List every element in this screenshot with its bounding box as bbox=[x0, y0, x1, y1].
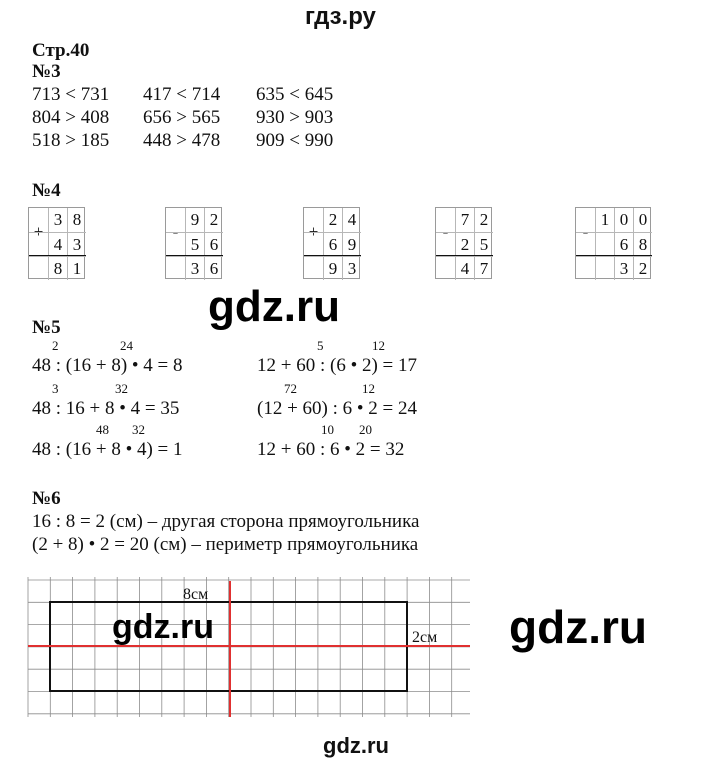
page-label: Стр.40 bbox=[32, 40, 90, 61]
digit-cell: 4 bbox=[342, 208, 361, 232]
order-number: 5 bbox=[317, 338, 324, 353]
expression: 48 : 16 + 8 • 4 = 35 bbox=[32, 398, 180, 419]
digit-cell: 8 bbox=[48, 256, 67, 280]
digit-cell: 9 bbox=[342, 232, 361, 256]
order-number: 24 bbox=[120, 338, 133, 353]
digit-cell: 6 bbox=[204, 232, 223, 256]
order-number: 12 bbox=[362, 381, 375, 396]
order-number: 20 bbox=[359, 422, 372, 437]
comparison: 909 < 990 bbox=[256, 130, 334, 151]
result-line bbox=[576, 255, 652, 256]
operation-sign: - bbox=[172, 222, 179, 241]
expression: 12 + 60 : 6 • 2 = 32 bbox=[257, 439, 405, 460]
digit-cell: 1 bbox=[67, 256, 86, 280]
comparison: 804 > 408 bbox=[32, 107, 110, 128]
digit-cell: 6 bbox=[614, 232, 633, 256]
digit-cell: 4 bbox=[455, 256, 474, 280]
comparison: 930 > 903 bbox=[256, 107, 334, 128]
digit-cell: 3 bbox=[48, 208, 67, 232]
sign-cell bbox=[166, 256, 185, 280]
digit-cell: 3 bbox=[614, 256, 633, 280]
column-problem bbox=[28, 207, 85, 279]
digit-cell: 7 bbox=[474, 256, 493, 280]
task3-heading: №3 bbox=[32, 61, 61, 82]
comparison: 713 < 731 bbox=[32, 84, 110, 105]
order-number: 72 bbox=[284, 381, 297, 396]
site-title[interactable]: гдз.ру bbox=[305, 3, 376, 30]
expression: 48 : (16 + 8 • 4) = 1 bbox=[32, 439, 183, 460]
sign-cell bbox=[29, 232, 48, 256]
order-number: 3 bbox=[52, 381, 59, 396]
sign-cell bbox=[304, 256, 323, 280]
solution-line-1: 16 : 8 = 2 (см) – другая сторона прямоугольника bbox=[32, 511, 420, 532]
rectangle-drawing-grid bbox=[28, 577, 470, 717]
result-line bbox=[304, 255, 361, 256]
watermark-right: gdz.ru bbox=[509, 601, 647, 653]
digit-cell: 2 bbox=[204, 208, 223, 232]
digit-cell: 2 bbox=[633, 256, 652, 280]
digit-cell: 8 bbox=[67, 208, 86, 232]
sign-cell bbox=[166, 232, 185, 256]
footer-site-link[interactable]: gdz.ru bbox=[323, 733, 389, 758]
comparison: 635 < 645 bbox=[256, 84, 334, 105]
digit-cell: 9 bbox=[323, 256, 342, 280]
column-problem bbox=[303, 207, 360, 279]
expression: 12 + 60 : (6 • 2) = 17 bbox=[257, 355, 418, 376]
operation-sign: - bbox=[582, 222, 589, 241]
sign-cell bbox=[304, 232, 323, 256]
column-problem bbox=[435, 207, 492, 279]
operation-sign: - bbox=[442, 222, 449, 241]
digit-cell: 5 bbox=[474, 232, 493, 256]
comparison: 417 < 714 bbox=[143, 84, 221, 105]
order-number: 32 bbox=[132, 422, 145, 437]
digit-cell: 2 bbox=[323, 208, 342, 232]
digit-cell: 6 bbox=[323, 232, 342, 256]
task5-heading: №5 bbox=[32, 317, 61, 338]
order-number: 2 bbox=[52, 338, 59, 353]
digit-cell: 0 bbox=[633, 208, 652, 232]
order-number: 48 bbox=[96, 422, 109, 437]
digit-cell bbox=[595, 256, 614, 280]
digit-cell: 4 bbox=[48, 232, 67, 256]
task4-heading: №4 bbox=[32, 180, 61, 201]
watermark-grid: gdz.ru bbox=[112, 608, 214, 646]
expression: (12 + 60) : 6 • 2 = 24 bbox=[257, 398, 418, 419]
comparison: 656 > 565 bbox=[143, 107, 221, 128]
digit-cell: 7 bbox=[455, 208, 474, 232]
column-problem bbox=[165, 207, 222, 279]
result-line bbox=[436, 255, 493, 256]
digit-cell: 2 bbox=[474, 208, 493, 232]
digit-cell bbox=[595, 232, 614, 256]
label-height: 2см bbox=[412, 629, 438, 646]
order-number: 12 bbox=[372, 338, 385, 353]
digit-cell: 8 bbox=[633, 232, 652, 256]
expression: 48 : (16 + 8) • 4 = 8 bbox=[32, 355, 183, 376]
sign-cell bbox=[436, 232, 455, 256]
digit-cell: 3 bbox=[67, 232, 86, 256]
digit-cell: 6 bbox=[204, 256, 223, 280]
sign-cell bbox=[576, 232, 595, 256]
result-line bbox=[166, 255, 223, 256]
sign-cell bbox=[29, 256, 48, 280]
solution-line-2: (2 + 8) • 2 = 20 (см) – периметр прямоугольника bbox=[32, 534, 419, 555]
digit-cell: 5 bbox=[185, 232, 204, 256]
digit-cell: 3 bbox=[342, 256, 361, 280]
column-problem bbox=[575, 207, 651, 279]
digit-cell: 2 bbox=[455, 232, 474, 256]
digit-cell: 9 bbox=[185, 208, 204, 232]
sign-cell bbox=[576, 256, 595, 280]
comparison: 518 > 185 bbox=[32, 130, 110, 151]
sign-cell bbox=[436, 256, 455, 280]
result-line bbox=[29, 255, 86, 256]
order-number: 10 bbox=[321, 422, 334, 437]
task6-heading: №6 bbox=[32, 488, 61, 509]
operation-sign: + bbox=[308, 222, 319, 241]
order-number: 32 bbox=[115, 381, 128, 396]
watermark-center: gdz.ru bbox=[208, 282, 340, 331]
digit-cell: 1 bbox=[595, 208, 614, 232]
digit-cell: 0 bbox=[614, 208, 633, 232]
label-width: 8см bbox=[183, 586, 209, 603]
digit-cell: 3 bbox=[185, 256, 204, 280]
comparison: 448 > 478 bbox=[143, 130, 221, 151]
operation-sign: + bbox=[33, 222, 44, 241]
